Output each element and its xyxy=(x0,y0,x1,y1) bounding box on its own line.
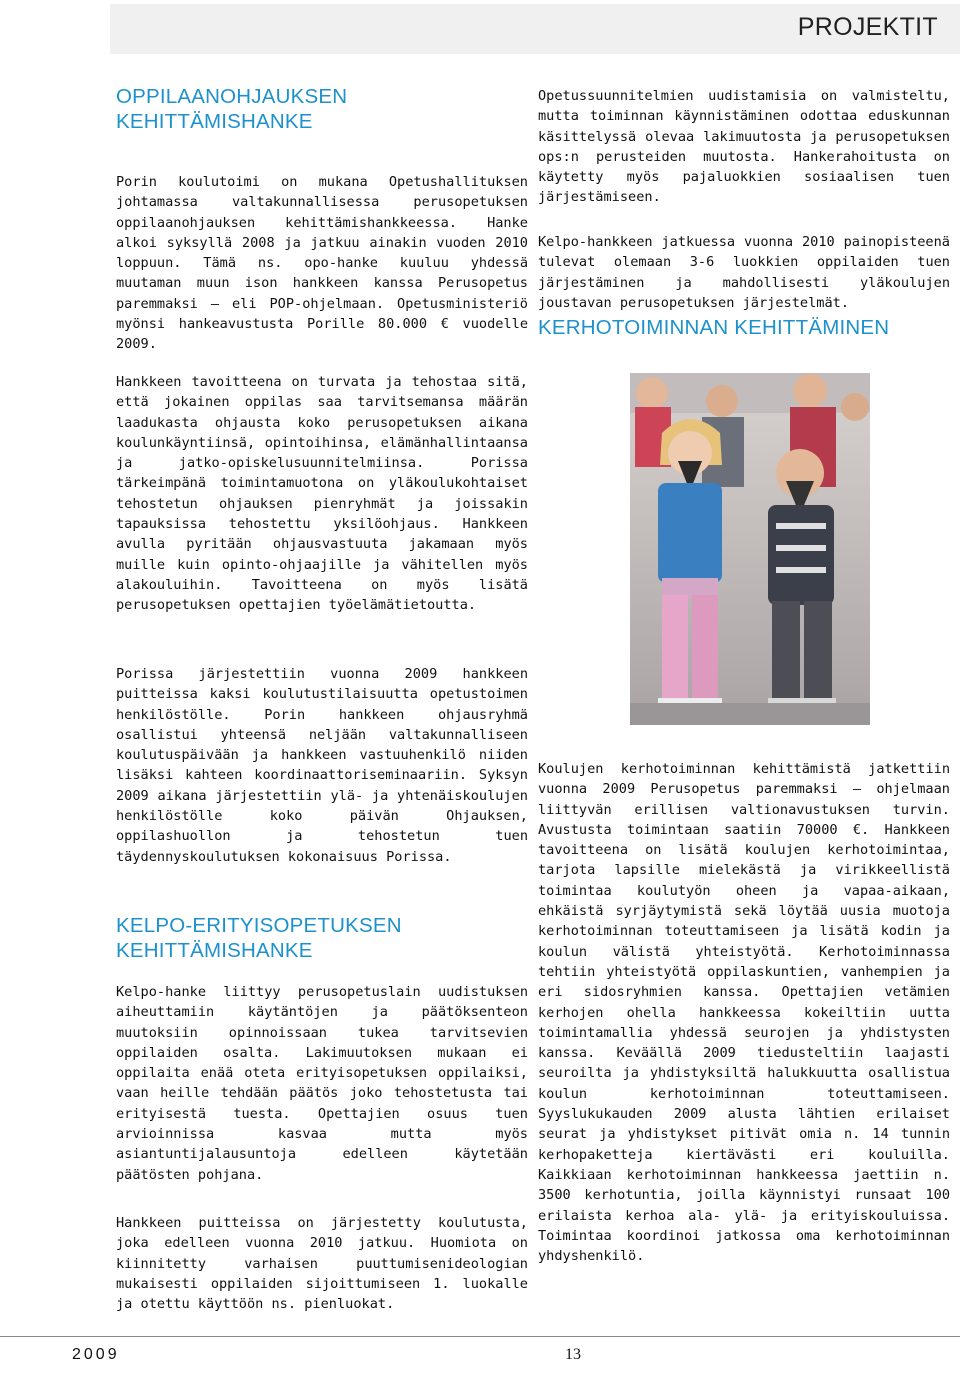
opo-paragraph-2: Hankkeen tavoitteena on turvata ja tehostaa sitä, että jokainen oppilas saa tarvitsemansa määrän laadukasta ohjausta koko perusopetuksen aikana koulunkäyntiinsä, opintoihinsa, elämänhallintaansa ja jatko-opiskelusuunnitelmiinsa. Porissa tärkeimpänä toimintamuotona on yläkoulukohtaiset tehostetun ohjauksen pienryhmät ja joissakin tapauksissa tehostettu yksilöohjaus. Hankkeen avulla pyritään ohjausvastuuta jakamaan myös muille kuin opinto-ohjaajille ja vähitellen myös alakouluihin. Tavoitteena on myös lisätä perusopetuksen opettajien työelämätietoutta. xyxy=(116,374,528,614)
heading-kelpo-hanke: KELPO-ERITYISOPETUKSEN KEHITTÄMISHANKE xyxy=(116,914,402,962)
opo-paragraph-3: Porissa järjestettiin vuonna 2009 hankkeen puitteissa kaksi koulutustilaisuutta opetustoimen henkilöstölle. Porin hankkeen ohjausryhmä osallistui yhteensä neljään valtakunnalliseen koulutuspäivään ja hankkeen vastuuhenkilö niiden lisäksi kahteen koordinaattoriseminaariin. Syksyn 2009 aikana järjestettiin ylä- ja yhtenäiskoulujen henkilöstölle koko päivän Ohjauksen, oppilashuollon ja tehostetun tuen täydennyskoulutuksen kokonaisuus Porissa. xyxy=(116,666,528,865)
kelpo-paragraph-4: Kelpo-hankkeen jatkuessa vuonna 2010 painopisteenä tulevat olemaan 3-6 luokkien oppilaiden tuen järjestäminen ja mahdollisesti yläkoulujen joustavan perusopetuksen järjestelmät. xyxy=(538,234,950,311)
page-number: 13 xyxy=(565,1346,581,1363)
header-banner xyxy=(110,4,960,54)
kerho-paragraph-1: Koulujen kerhotoiminnan kehittämistä jatkettiin vuonna 2009 Perusopetus paremmaksi – ohjelmaan liittyvän erillisen valtionavustuksen turvin. Avustusta toimintaan saatiin 70000 €. Hankkeen tavoitteena on lisätä koulujen kerhotoimintaa, tarjota lapsille mielekästä ja virikkeellistä toimintaa koulutyön oheen ja vapaa-aikaan, ehkäistä syrjäytymistä sekä löytää uusia muotoja kerhotoiminnan toteuttamiseen ja lisätä kodin ja koulun välistä yhteistyötä. Kerhotoiminnassa tehtiin yhteistyötä oppilaskuntien, vanhempien ja eri sidosryhmien kanssa. Opettajien vetämien kerhojen ohella hankkeessa kokeiltiin uutta toimintamallia yhdessä seurojen ja yhdistysten kanssa. Keväällä 2009 tiedusteltiin laajasti seuroilta ja yhdistyksiltä halukkuutta osallistua koulun kerhotoiminnan toteuttamiseen. Syyslukukauden 2009 alusta lähtien erilaiset seurat ja yhdistykset pitivät omia n. 14 tunnin kerhopaketteja kiertävästi eri kouluilla. Kaikkiaan kerhotoiminnan hankkeessa jaettiin n. 3500 kerhotuntia, joilla käynnistyi runsaat 100 erilaista kerhoa ala- ylä- ja erityiskouluissa. Toimintaa koordinoi jatkossa oma kerhotoiminnan yhdyshenkilö. xyxy=(538,761,950,1265)
footer-divider xyxy=(0,1336,960,1337)
kelpo-paragraph-1: Kelpo-hanke liittyy perusopetuslain uudistuksen aiheuttamiin käytäntöjen ja päätöksenteon muutoksiin opinnoissaan tukea tarvitsevien oppilaiden osalta. Lakimuutoksen mukaan ei oppilaita enää oteta erityisopetuksen oppilaiksi, vaan heille tehdään päätös joko tehostetusta tai erityisestä tuesta. Opettajien osuus tuen arvioinnissa kasvaa mutta myös asiantuntijalausuntoja edelleen käytetään päätösten pohjana. xyxy=(116,984,528,1183)
kelpo-paragraph-2: Hankkeen puitteissa on järjestetty koulutusta, joka edelleen vuonna 2010 jatkuu. Huomiota on kiinnitetty varhaisen puuttumisenideologian mukaisesti oppilaiden sijoittumiseen 1. luokalle ja otettu käyttöön ns. pienluokat. xyxy=(116,1215,528,1313)
children-photo-illustration xyxy=(630,373,870,725)
page-title: PROJEKTIT xyxy=(797,13,938,41)
heading-opo-hanke: OPPILAANOHJAUKSEN KEHITTÄMISHANKE xyxy=(116,85,348,133)
kelpo-paragraph-3: Opetussuunnitelmien uudistamisia on valmisteltu, mutta toiminnan käynnistäminen odottaa eduskunnan käsittelyssä olevaa lakimuutosta ja perusopetuksen ops:n perusteiden muutosta. Hankerahoitusta on käytetty myös pajaluokkien sosiaalisen tuen järjestämiseen. xyxy=(538,88,950,206)
children-photo xyxy=(630,373,870,725)
footer-year: 2009 xyxy=(72,1346,120,1363)
heading-kerhotoiminta: KERHOTOIMINNAN KEHITTÄMINEN xyxy=(538,316,890,339)
opo-paragraph-1: Porin koulutoimi on mukana Opetushallituksen johtamassa valtakunnallisessa perusopetuksen oppilaanohjauksen kehittämishankkeessa. Hanke alkoi syksyllä 2008 ja jatkuu ainakin vuoden 2010 loppuun. Tämä ns. opo-hanke kuuluu yhdessä muutaman muun ison hankkeen kanssa Perusopetus paremmaksi – eli POP-ohjelmaan. Opetusministeriö myönsi hankeavustusta Porille 80.000 € vuodelle 2009. xyxy=(116,174,528,353)
